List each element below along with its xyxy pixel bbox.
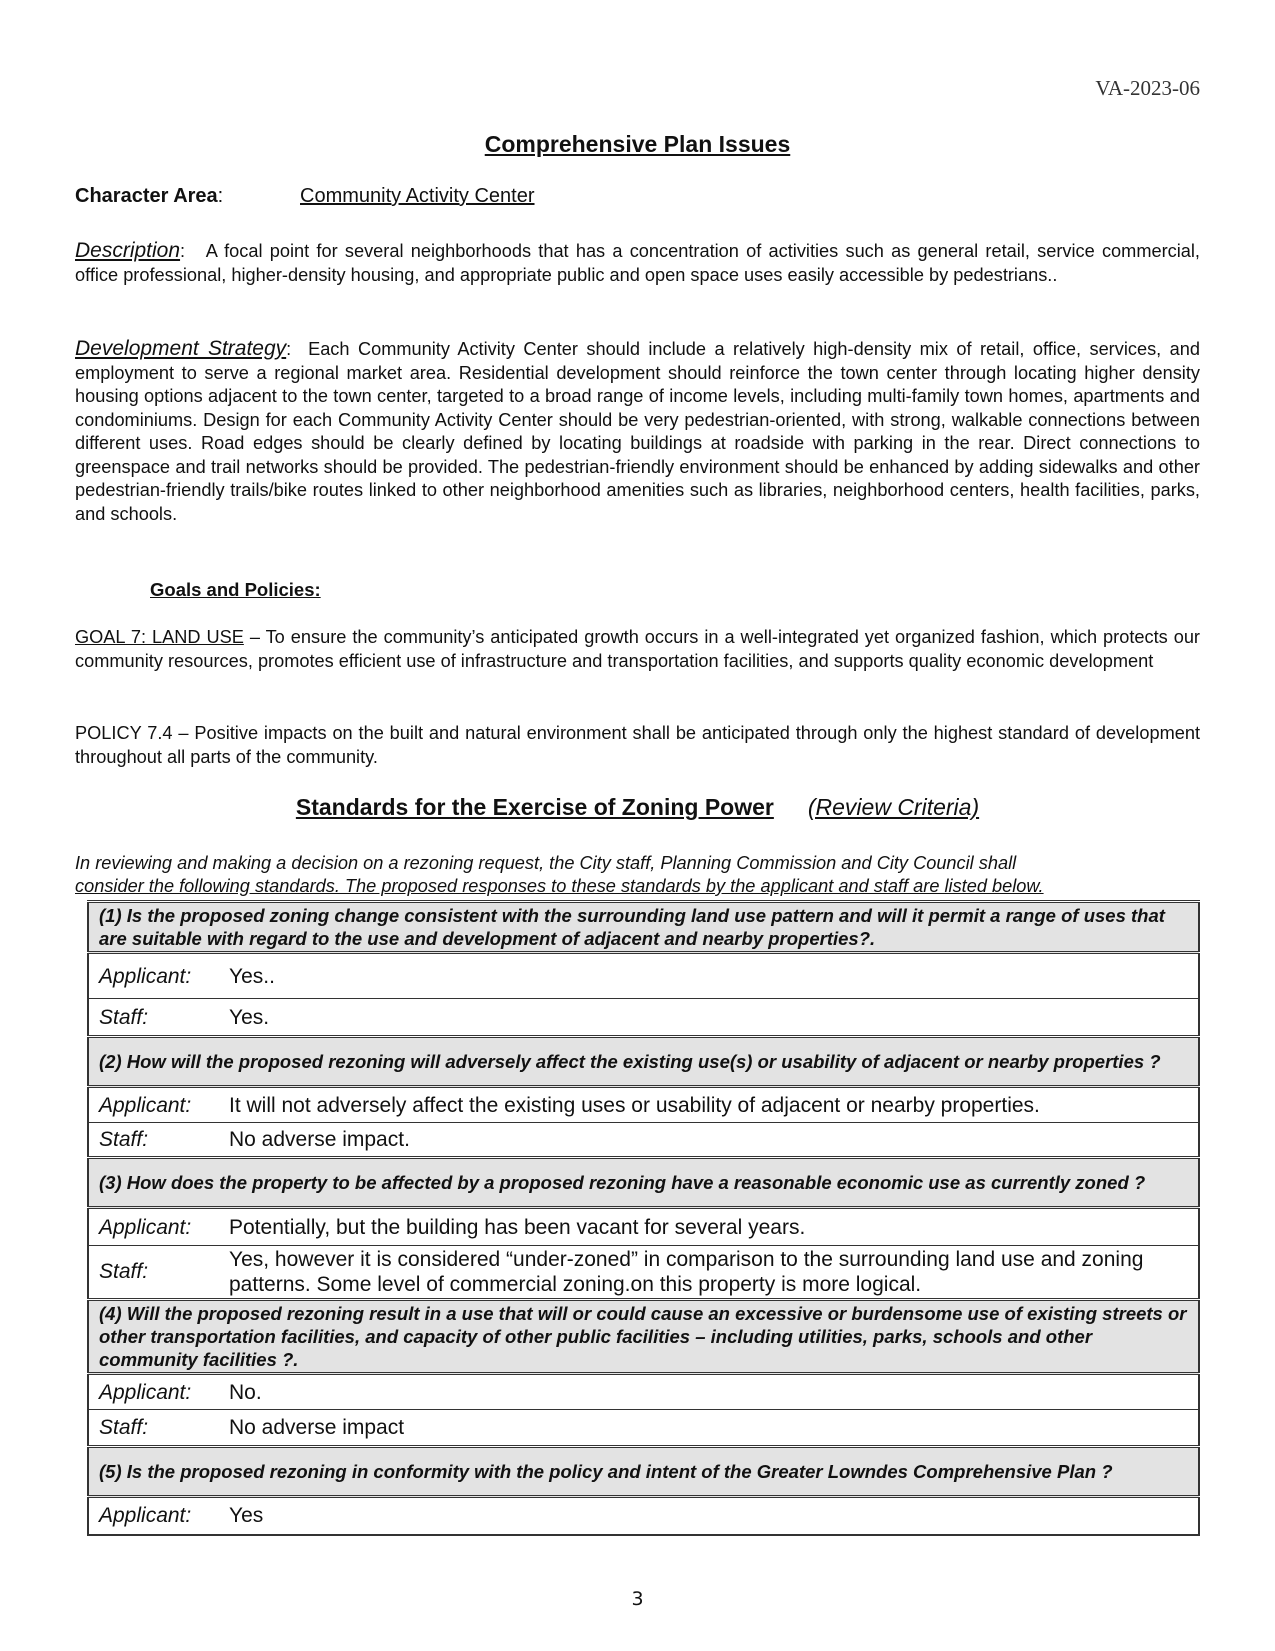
staff-response: No adverse impact. [229, 1128, 410, 1151]
standards-table [87, 900, 1200, 1536]
standards-intro-line2: consider the following standards. The proposed responses to these standards by the applicant and staff are listed below. [75, 876, 1044, 896]
staff-response: Yes, however it is considered “under-zoned” in comparison to the surrounding land use and zoning patterns. Some level of commercial zoning.on this property is more logical. [229, 1248, 1144, 1296]
policy-paragraph: POLICY 7.4 – Positive impacts on the built and natural environment shall be anticipated through only the highest standard of development throughout all parts of the community. [75, 723, 1200, 767]
development-strategy-paragraph: Development Strategy: Each Community Activity Center should include a relatively high-density mix of retail, office, services, and employment to serve a regional market area. Residential development should reinforce the town center through locating higher density housing options adjacent to the town center, targeted to a broad range of income levels, including multi-family town homes, apartments and condominiums. Design for each Community Activity Center should be very pedestrian-oriented, with strong, walkable connections between different uses. Road edges should be clearly defined by locating buildings at roadside with parking in the rear. Direct connections to greenspace and trail networks should be provided. The pedestrian-friendly environment should be enhanced by adding sidewalks and other pedestrian-friendly trails/bike routes linked to other neighborhood amenities such as libraries, neighborhood centers, health facilities, parks, and schools. [75, 337, 1200, 524]
staff-label: Staff: [99, 1416, 149, 1439]
goal-label: GOAL 7: LAND USE [75, 627, 244, 647]
question-text: (5) Is the proposed rezoning in conformity with the policy and intent of the Greater Lowndes Comprehensive Plan ? [88, 1447, 1199, 1497]
applicant-row [88, 1087, 1199, 1123]
applicant-label: Applicant: [99, 1380, 192, 1404]
staff-response: No adverse impact [229, 1416, 405, 1439]
applicant-label: Applicant: [99, 964, 192, 988]
standards-intro-line1: In reviewing and making a decision on a rezoning request, the City staff, Planning Commission and City Council shall [75, 853, 1017, 873]
applicant-row [88, 1208, 1199, 1246]
section-title: Comprehensive Plan Issues [484, 131, 791, 157]
question-row [88, 1158, 1199, 1208]
standards-heading-main: Standards for the Exercise of Zoning Power [295, 794, 774, 820]
applicant-response: Yes.. [229, 964, 275, 988]
page-number: 3 [631, 1588, 644, 1610]
applicant-row [88, 1497, 1199, 1535]
development-strategy-text: Each Community Activity Center should include a relatively high-density mix of retail, office, services, and employment to serve a regional market area. Residential development should reinforce the town center through locating higher density housing options adjacent to the town center, targeted to a broad range of income levels, including multi-family town homes, apartments and condominiums. Design for each Community Activity Center should be very pedestrian-oriented, with strong, walkable connections between different uses. Road edges should be clearly defined by locating buildings at roadside with parking in the rear. Direct connections to greenspace and trail networks should be provided. The pedestrian-friendly environment should be enhanced by adding sidewalks and other pedestrian-friendly trails/bike routes linked to other neighborhood amenities such as libraries, neighborhood centers, health facilities, parks, and schools. [75, 339, 1200, 524]
character-area: Character Area: Community Activity Center [75, 185, 535, 207]
staff-row [88, 999, 1199, 1037]
question-row [88, 1300, 1199, 1374]
staff-row [88, 1123, 1199, 1158]
standards-heading-sub: (Review Criteria) [807, 794, 980, 820]
applicant-response: Potentially, but the building has been vacant for several years. [229, 1215, 806, 1239]
character-area-value: Community Activity Center [300, 185, 535, 207]
character-area-label: Character Area [75, 185, 218, 207]
goals-heading: Goals and Policies: [150, 579, 321, 600]
applicant-label: Applicant: [99, 1093, 192, 1117]
description-lead: Description [75, 239, 181, 262]
development-strategy-lead: Development Strategy [75, 337, 287, 360]
staff-row [88, 1410, 1199, 1447]
question-row [88, 1447, 1199, 1497]
applicant-response: It will not adversely affect the existing uses or usability of adjacent or nearby properties. [229, 1093, 1040, 1117]
staff-label: Staff: [99, 1260, 149, 1283]
description-text: A focal point for several neighborhoods that has a concentration of activities such as general retail, service commercial, office professional, higher-density housing, and appropriate public and open space uses easily accessible by pedestrians.. [75, 241, 1200, 285]
standards-heading [75, 794, 1200, 821]
standards-intro [75, 852, 1200, 898]
goal-paragraph [75, 626, 1200, 673]
applicant-label: Applicant: [99, 1504, 192, 1528]
question-text: (2) How will the proposed rezoning will adversely affect the existing use(s) or usability of adjacent or nearby properties ? [88, 1037, 1199, 1087]
question-text: (1) Is the proposed zoning change consistent with the surrounding land use pattern and will it permit a range of uses that are suitable with regard to the use and development of adjacent and nearby properties?. [88, 902, 1199, 953]
question-row [88, 902, 1199, 953]
applicant-response: Yes [229, 1504, 264, 1528]
applicant-response: No. [229, 1380, 262, 1404]
description-paragraph: Description: A focal point for several neighborhoods that has a concentration of activities such as general retail, service commercial, office professional, higher-density housing, and appropriate public and open space uses easily accessible by pedestrians.. [75, 239, 1200, 285]
applicant-row [88, 953, 1199, 999]
staff-label: Staff: [99, 1128, 149, 1151]
applicant-label: Applicant: [99, 1215, 192, 1239]
applicant-row [88, 1374, 1199, 1410]
question-text: (4) Will the proposed rezoning result in a use that will or could cause an excessive or burdensome use of existing streets or other transportation facilities, and capacity of other public facilities – including utilities, parks, schools and other community facilities ?. [88, 1300, 1199, 1374]
document-number: VA-2023-06 [1095, 76, 1200, 100]
staff-response: Yes. [229, 1005, 270, 1029]
question-text: (3) How does the property to be affected by a proposed rezoning have a reasonable economic use as currently zoned ? [88, 1158, 1199, 1208]
staff-label: Staff: [99, 1005, 149, 1029]
goal-text: – To ensure the community’s anticipated growth occurs in a well-integrated yet organized fashion, which protects our community resources, promotes efficient use of infrastructure and transportation facilities, and supports quality economic development [75, 627, 1200, 671]
staff-row [88, 1246, 1199, 1300]
question-row [88, 1037, 1199, 1087]
